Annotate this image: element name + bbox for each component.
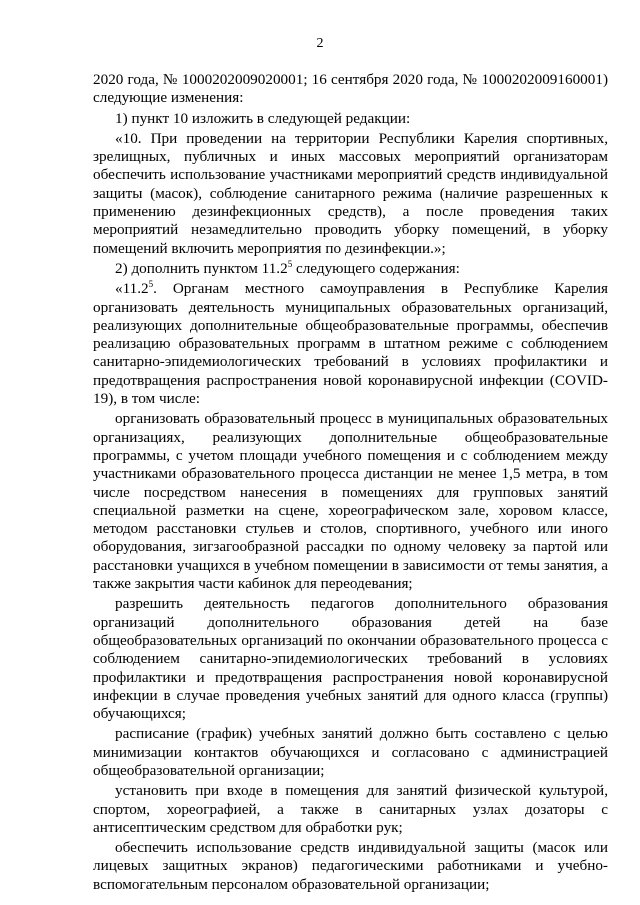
paragraph-organize-process: организовать образовательный процесс в муниципальных образовательных организациях, реализующих дополнительные общеобразовательные программы, с учетом площади учебного помещения и с соблюдением между участниками образовательного процесса дистанции не менее 1,5 метра, в том числе посредством нанесения в помещениях для групповых занятий специальной разметки на сцене, хореографическом зале, хоровом классе, методом расстановки стульев и столов, спортивного, учебного или иного оборудования, зигзагообразной рассадки по одному человеку за партой или расстановки учащихся в учебном помещении в зависимости от темы занятия, а также закрытия части кабинок для переодевания; [93, 410, 608, 593]
paragraph-dispensers: установить при входе в помещения для занятий физической культурой, спортом, хореографией, а также в санитарных узлах дозаторы с антисептическим средством для обработки рук; [93, 782, 608, 836]
item-2-text-after: следующего содержания: [292, 259, 460, 277]
paragraph-clause-10: «10. При проведении на территории Республики Карелия спортивных, зрелищных, публичных и иных массовых мероприятий организаторам обеспечить использование участниками мероприятий средств индивидуальной защиты (масок), соблюдение санитарного режима (наличие разрешенных к применению дезинфекционных средств), а после проведения таких мероприятий незамедлительно проводить уборку помещений, в уборку помещений включить мероприятия по дезинфекции.»; [93, 129, 608, 257]
document-body [93, 71, 608, 896]
item-2-text-before: 2) дополнить пунктом 11.2 [115, 259, 288, 277]
paragraph-continuation: 2020 года, № 1000202009020001; 16 сентября 2020 года, № 1000202009160001) следующие изменения: [93, 71, 608, 107]
clause-11-2-5-superscript: 5 [148, 279, 154, 290]
paragraph-allow-teachers: разрешить деятельность педагогов дополнительного образования организаций дополнительного образования детей на базе общеобразовательных организаций по окончании образовательного процесса с соблюдением санитарно-эпидемиологических требований в условиях профилактики и предотвращения распространения новой коронавирусной инфекции в случае проведения учебных занятий для одного класса (группы) обучающихся; [93, 595, 608, 723]
paragraph-item-1: 1) пункт 10 изложить в следующей редакции: [115, 109, 411, 127]
paragraph-schedule: расписание (график) учебных занятий должно быть составлено с целью минимизации контактов обучающихся и согласовано с администрацией общеобразовательной организации; [93, 725, 608, 779]
paragraph-clause-11-2-5 [93, 280, 608, 410]
page-number: 2 [316, 36, 324, 51]
paragraph-item-2 [93, 260, 608, 280]
clause-11-2-5-text-before: «11.2 [115, 280, 149, 298]
paragraph-protective-equipment: обеспечить использование средств индивидуальной защиты (масок или лицевых защитных экранов) педагогическими работниками и учебно-вспомогательным персоналом образовательной организации; [93, 839, 608, 893]
clause-11-2-5-text-after: . Органам местного самоуправления в Республике Карелия организовать деятельность муниципальных образовательных организаций, реализующих дополнительные общеобразовательные программы, обеспечив реализацию образовательных программ в штатном режиме с соблюдением санитарно-эпидемиологических требований в условиях профилактики и предотвращения распространения новой коронавирусной инфекции (COVID-19), в том числе: [93, 280, 608, 408]
item-2-superscript: 5 [287, 258, 293, 269]
